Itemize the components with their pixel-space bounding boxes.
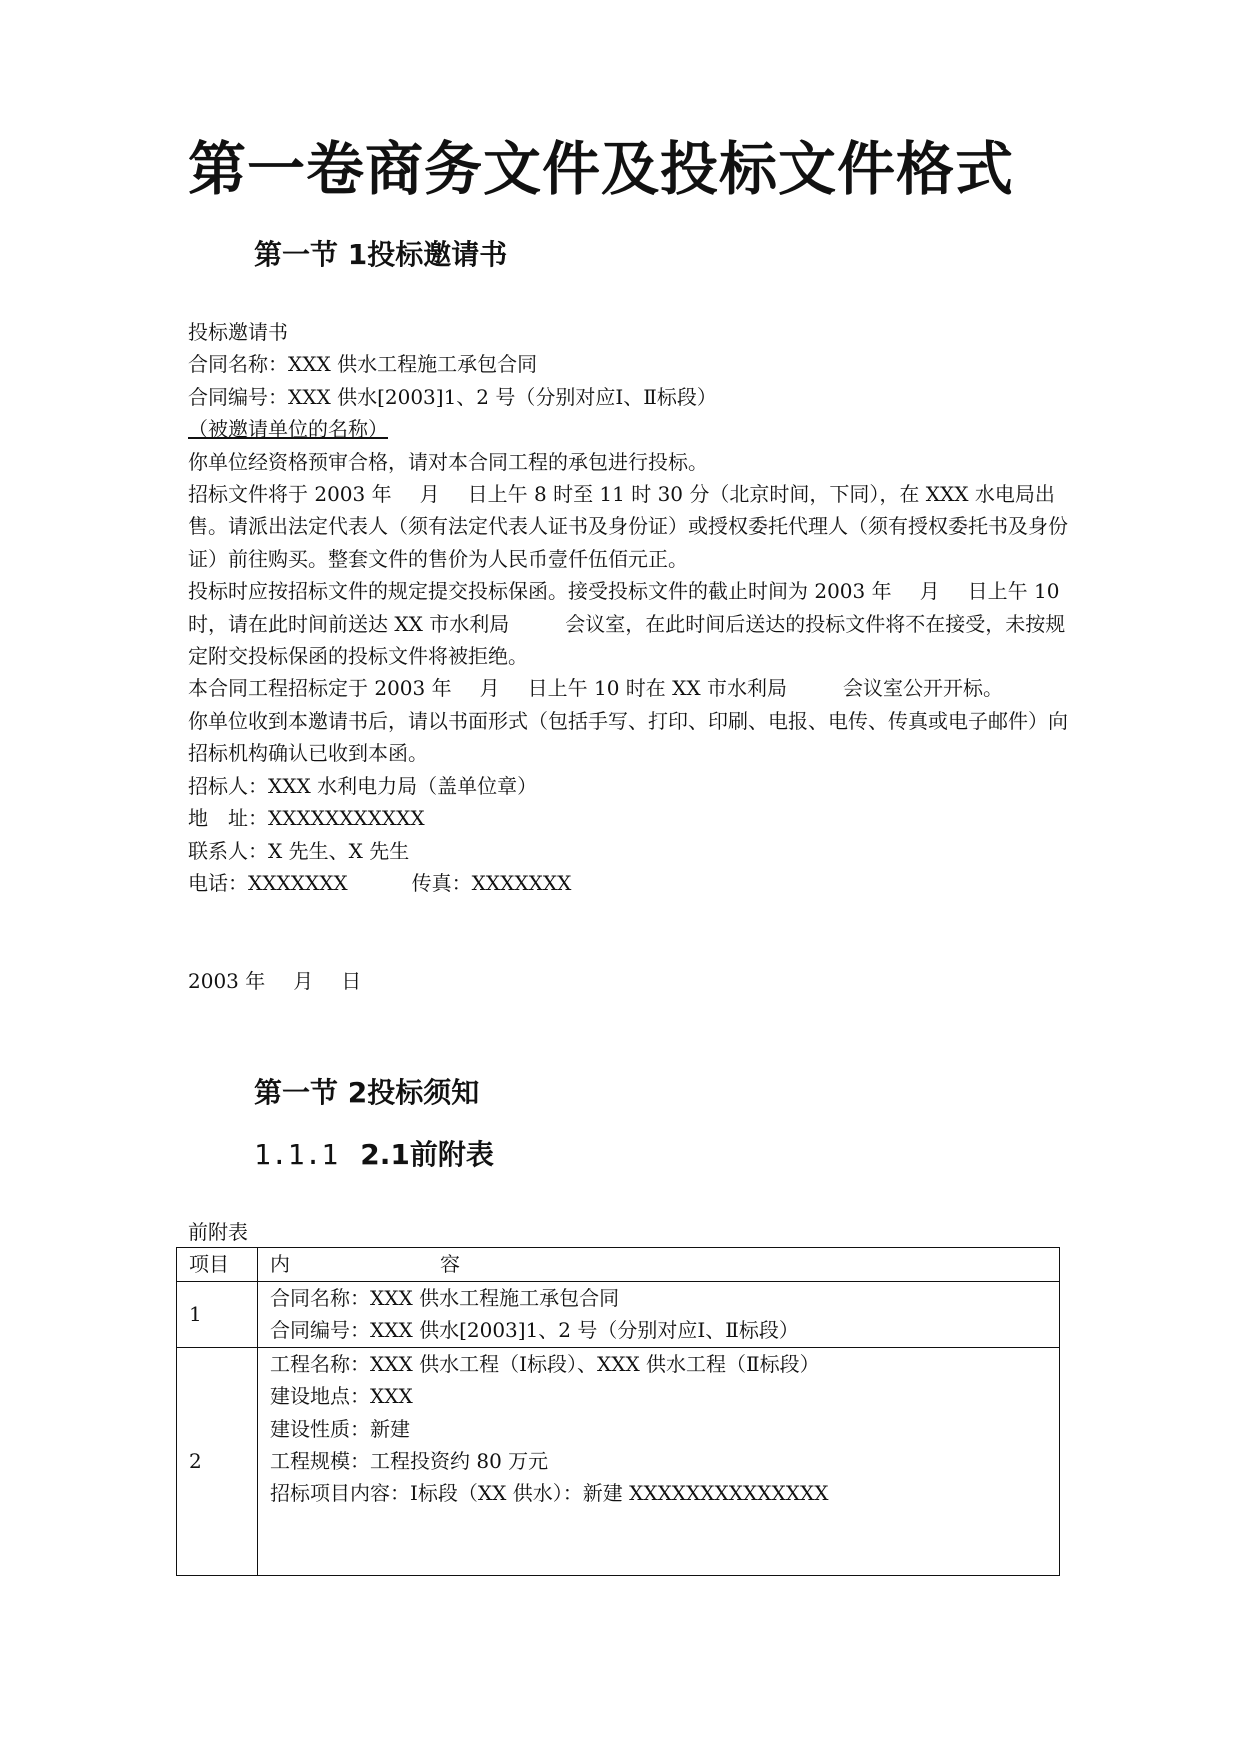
paragraph-confirmation: 你单位收到本邀请书后，请以书面形式（包括手写、打印、印刷、电报、电传、传真或电子邮件）向招标机构确认已收到本函。 [188,708,1068,766]
header-content: 内 容 [258,1248,1060,1282]
invitee-name: （被邀请单位的名称） [188,417,388,442]
contract-number: 合同编号：XXX 供水[2003]1、2 号（分别对应Ⅰ、Ⅱ标段） [188,384,717,409]
paragraph-sale-of-documents: 招标文件将于 2003 年 月 日上午 8 时至 11 时 30 分（北京时间，下同），在 XXX 水电局出售。请派出法定代表人（须有法定代表人证书及身份证）或授权委托代理人（须有授权委托书及身份证）前往购买。整套文件的售价为人民币壹仟伍佰元正。 [188,482,1068,571]
row-content: 合同名称：XXX 供水工程施工承包合同 合同编号：XXX 供水[2003]1、2 号（分别对应Ⅰ、Ⅱ标段） [258,1282,1060,1348]
table-row [177,1347,1060,1575]
contract-name: 合同名称：XXX 供水工程施工承包合同 [188,352,538,377]
paragraph-qualification: 你单位经资格预审合格，请对本合同工程的承包进行投标。 [188,449,708,474]
invitation-letter-body [188,316,1068,899]
fax: 传真：XXXXXXX [411,870,572,895]
row-content: 工程名称：XXX 供水工程（Ⅰ标段）、XXX 供水工程（Ⅱ标段） 建设地点：XXX 建设性质：新建 工程规模：工程投资约 80 万元 招标项目内容：Ⅰ标段（XX 供水）：新建 XXXXXXXXXXXXXX [258,1347,1060,1575]
address: 地 址：XXXXXXXXXXX [188,806,425,831]
header-item: 项目 [177,1248,258,1282]
contact-person: 联系人：X 先生、X 先生 [188,838,410,863]
front-appendix-table [176,1247,1060,1576]
table-row [177,1282,1060,1348]
phone: 电话：XXXXXXX [188,870,348,895]
phone-fax-line [188,867,1068,899]
row-item: 2 [177,1347,258,1575]
table-caption: 前附表 [188,1220,248,1244]
paragraph-bid-deadline: 投标时应按招标文件的规定提交投标保函。接受投标文件的截止时间为 2003 年 月 日上午 10 时，请在此时间前送达 XX 市水利局 会议室，在此时间后送达的投标文件将不在接受，未按规定附交投标保函的投标文件将被拒绝。 [188,579,1066,669]
table-header-row [177,1248,1060,1282]
letter-title: 投标邀请书 [188,320,288,344]
section-2-heading: 第一节 2投标须知 [254,1076,480,1109]
document-title: 第一卷商务文件及投标文件格式 [188,135,1015,203]
subsection-heading: 1.1.1 2.1前附表 [254,1138,494,1171]
paragraph-bid-opening: 本合同工程招标定于 2003 年 月 日上午 10 时在 XX 市水利局 会议室公开开标。 [188,676,1003,701]
letter-date: 2003 年 月 日 [188,969,362,993]
section-1-heading: 第一节 1投标邀请书 [254,238,508,271]
tenderer: 招标人：XXX 水利电力局（盖单位章） [188,773,538,798]
row-item: 1 [177,1282,258,1348]
